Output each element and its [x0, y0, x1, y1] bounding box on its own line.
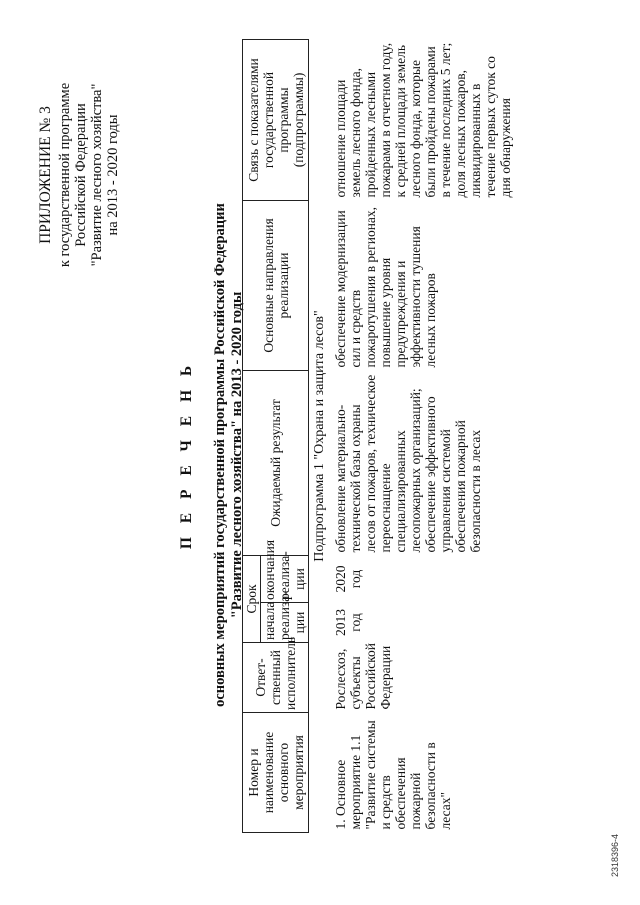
appendix-block: [38, 45, 121, 305]
appendix-line: Российской Федерации: [73, 103, 89, 247]
subprogram-row: [309, 39, 333, 832]
table-row: [332, 39, 514, 832]
subprogram-title: Подпрограмма 1 "Охрана и защита лесов": [312, 310, 327, 562]
cell-link: отношение площади земель лесного фонда, пройденных лесными пожарами в отчетном году, к средней площади земель лесного фонда, которые были пройдены пожарами в течение последних 5 лет; доля лесных пожаров, ликвидированных в течение первых суток со дня обнаружения: [333, 42, 513, 198]
appendix-line: к государственной программе: [57, 82, 73, 268]
document-code: 2318396-4: [610, 833, 620, 877]
header-end: окончания реализа-ции: [261, 555, 309, 602]
header-start: начала реализа-ции: [261, 603, 309, 643]
cell-result: обновление материально-технической базы охраны лесов от пожаров, техническое переоснащение специализированных лесопожарных организаций; обеспечение эффективного управления системой обеспечения пожарной безопасности в лесах: [333, 374, 483, 553]
appendix-line: на 2013 - 2020 годы: [105, 114, 121, 236]
header-term: Срок: [243, 555, 261, 642]
appendix-title: ПРИЛОЖЕНИЕ № 3: [37, 106, 54, 244]
document-subtitle-line1: основных мероприятий государственной программы Российской Федерации: [212, 203, 228, 707]
cell-number: 1. Основное мероприятие 1.1 "Развитие системы и средств обеспечения пожарной безопасности в лесах": [333, 720, 453, 830]
document-subtitle-line2: "Развитие лесного хозяйства" на 2013 - 2020 годы: [229, 291, 245, 619]
cell-directions: обеспечение модернизации сил и средств пожаротушения в регионах, повышение уровня предупреждения и эффективности тушения лесных пожаров: [333, 206, 438, 368]
document-title: П Е Р Е Ч Е Н Ь: [178, 360, 195, 550]
header-result: Ожидаемый результат: [243, 370, 309, 555]
header-executor: Ответ-ственный исполнитель: [243, 643, 309, 713]
activities-table: [242, 39, 514, 833]
cell-end: 2020 год: [333, 565, 363, 593]
header-directions: Основные направления реализации: [243, 200, 309, 370]
cell-start: 2013 год: [333, 609, 363, 636]
document-heading: [178, 125, 246, 785]
header-link: Связь с показателями государственной программы (подпрограммы): [243, 39, 309, 200]
header-number: Номер и наименование основного мероприятия: [243, 713, 309, 833]
cell-executor: Рослесхоз, субъекты Российской Федерации: [333, 642, 393, 710]
appendix-line: "Развитие лесного хозяйства": [89, 83, 105, 267]
table-header-row: [243, 39, 261, 832]
